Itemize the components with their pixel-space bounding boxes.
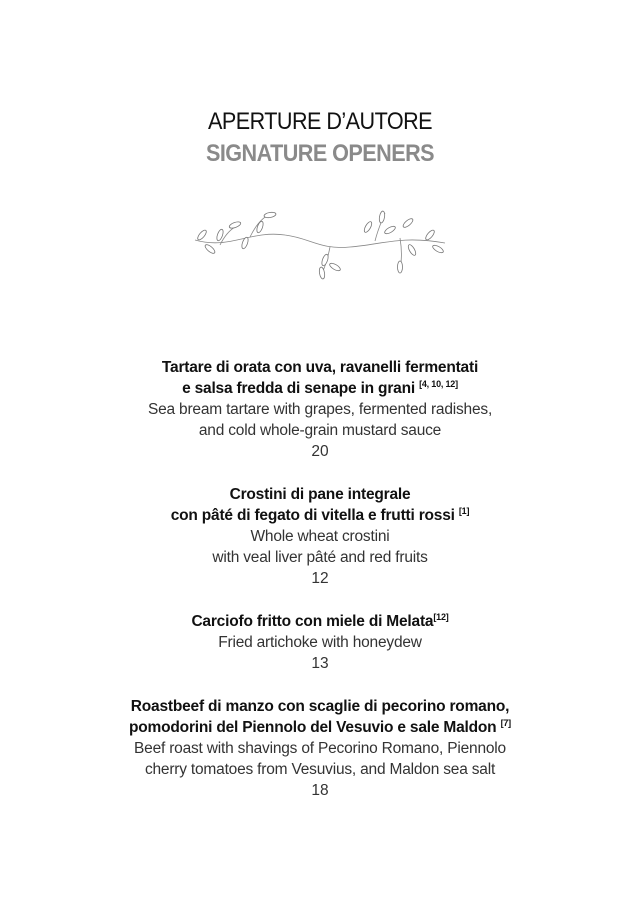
desc-line: and cold whole-grain mustard sauce (198, 422, 442, 439)
menu-item (0, 484, 640, 589)
vine-branch-icon (190, 205, 450, 280)
menu-item (0, 696, 640, 801)
title-line (0, 717, 640, 738)
desc-line: Sea bream tartare with grapes, fermented radishes, (147, 401, 493, 418)
menu-item (0, 611, 640, 674)
title-line: Tartare di orata con uva, ravanelli fermentati (161, 359, 479, 376)
section-title-italian: APERTURE D’AUTORE (207, 108, 433, 135)
title-line (0, 378, 640, 399)
dish-price: 13 (311, 655, 329, 672)
dish-description-english (0, 632, 640, 653)
dish-name-italian (0, 611, 640, 632)
dish-description-english (0, 738, 640, 780)
title-text: Carciofo fritto con miele di Melata (191, 613, 434, 630)
title-text: e salsa fredda di senape in grani (182, 380, 415, 397)
menu-header (0, 106, 640, 170)
title-line (0, 505, 640, 526)
dish-description-english (0, 526, 640, 568)
title-text: pomodorini del Piennolo del Vesuvio e sale Maldon (129, 719, 497, 736)
allergen-codes: [12] (433, 612, 449, 622)
title-line (0, 611, 640, 632)
menu-item (0, 357, 640, 462)
section-title-english: SIGNATURE OPENERS (205, 140, 435, 167)
desc-line: cherry tomatoes from Vesuvius, and Maldon sea salt (144, 761, 496, 778)
allergen-codes: [7] (500, 718, 511, 728)
title-line: Roastbeef di manzo con scaglie di pecorino romano, (130, 698, 510, 715)
desc-line: Beef roast with shavings of Pecorino Romano, Piennolo (134, 740, 506, 757)
menu-items (0, 357, 640, 823)
dish-price: 12 (311, 570, 329, 587)
dish-price: 18 (311, 782, 329, 799)
dish-description-english (0, 399, 640, 441)
dish-name-italian (0, 357, 640, 399)
allergen-codes: [1] (458, 506, 470, 516)
dish-price: 20 (311, 443, 329, 460)
desc-line: with veal liver pâté and red fruits (212, 549, 428, 566)
desc-line: Fried artichoke with honeydew (218, 634, 422, 651)
dish-name-italian (0, 484, 640, 526)
desc-line: Whole wheat crostini (250, 528, 390, 545)
allergen-codes: [4, 10, 12] (419, 379, 458, 389)
title-text: con pâté di fegato di vitella e frutti rossi (170, 507, 455, 524)
dish-name-italian (0, 696, 640, 738)
title-line: Crostini di pane integrale (229, 486, 411, 503)
